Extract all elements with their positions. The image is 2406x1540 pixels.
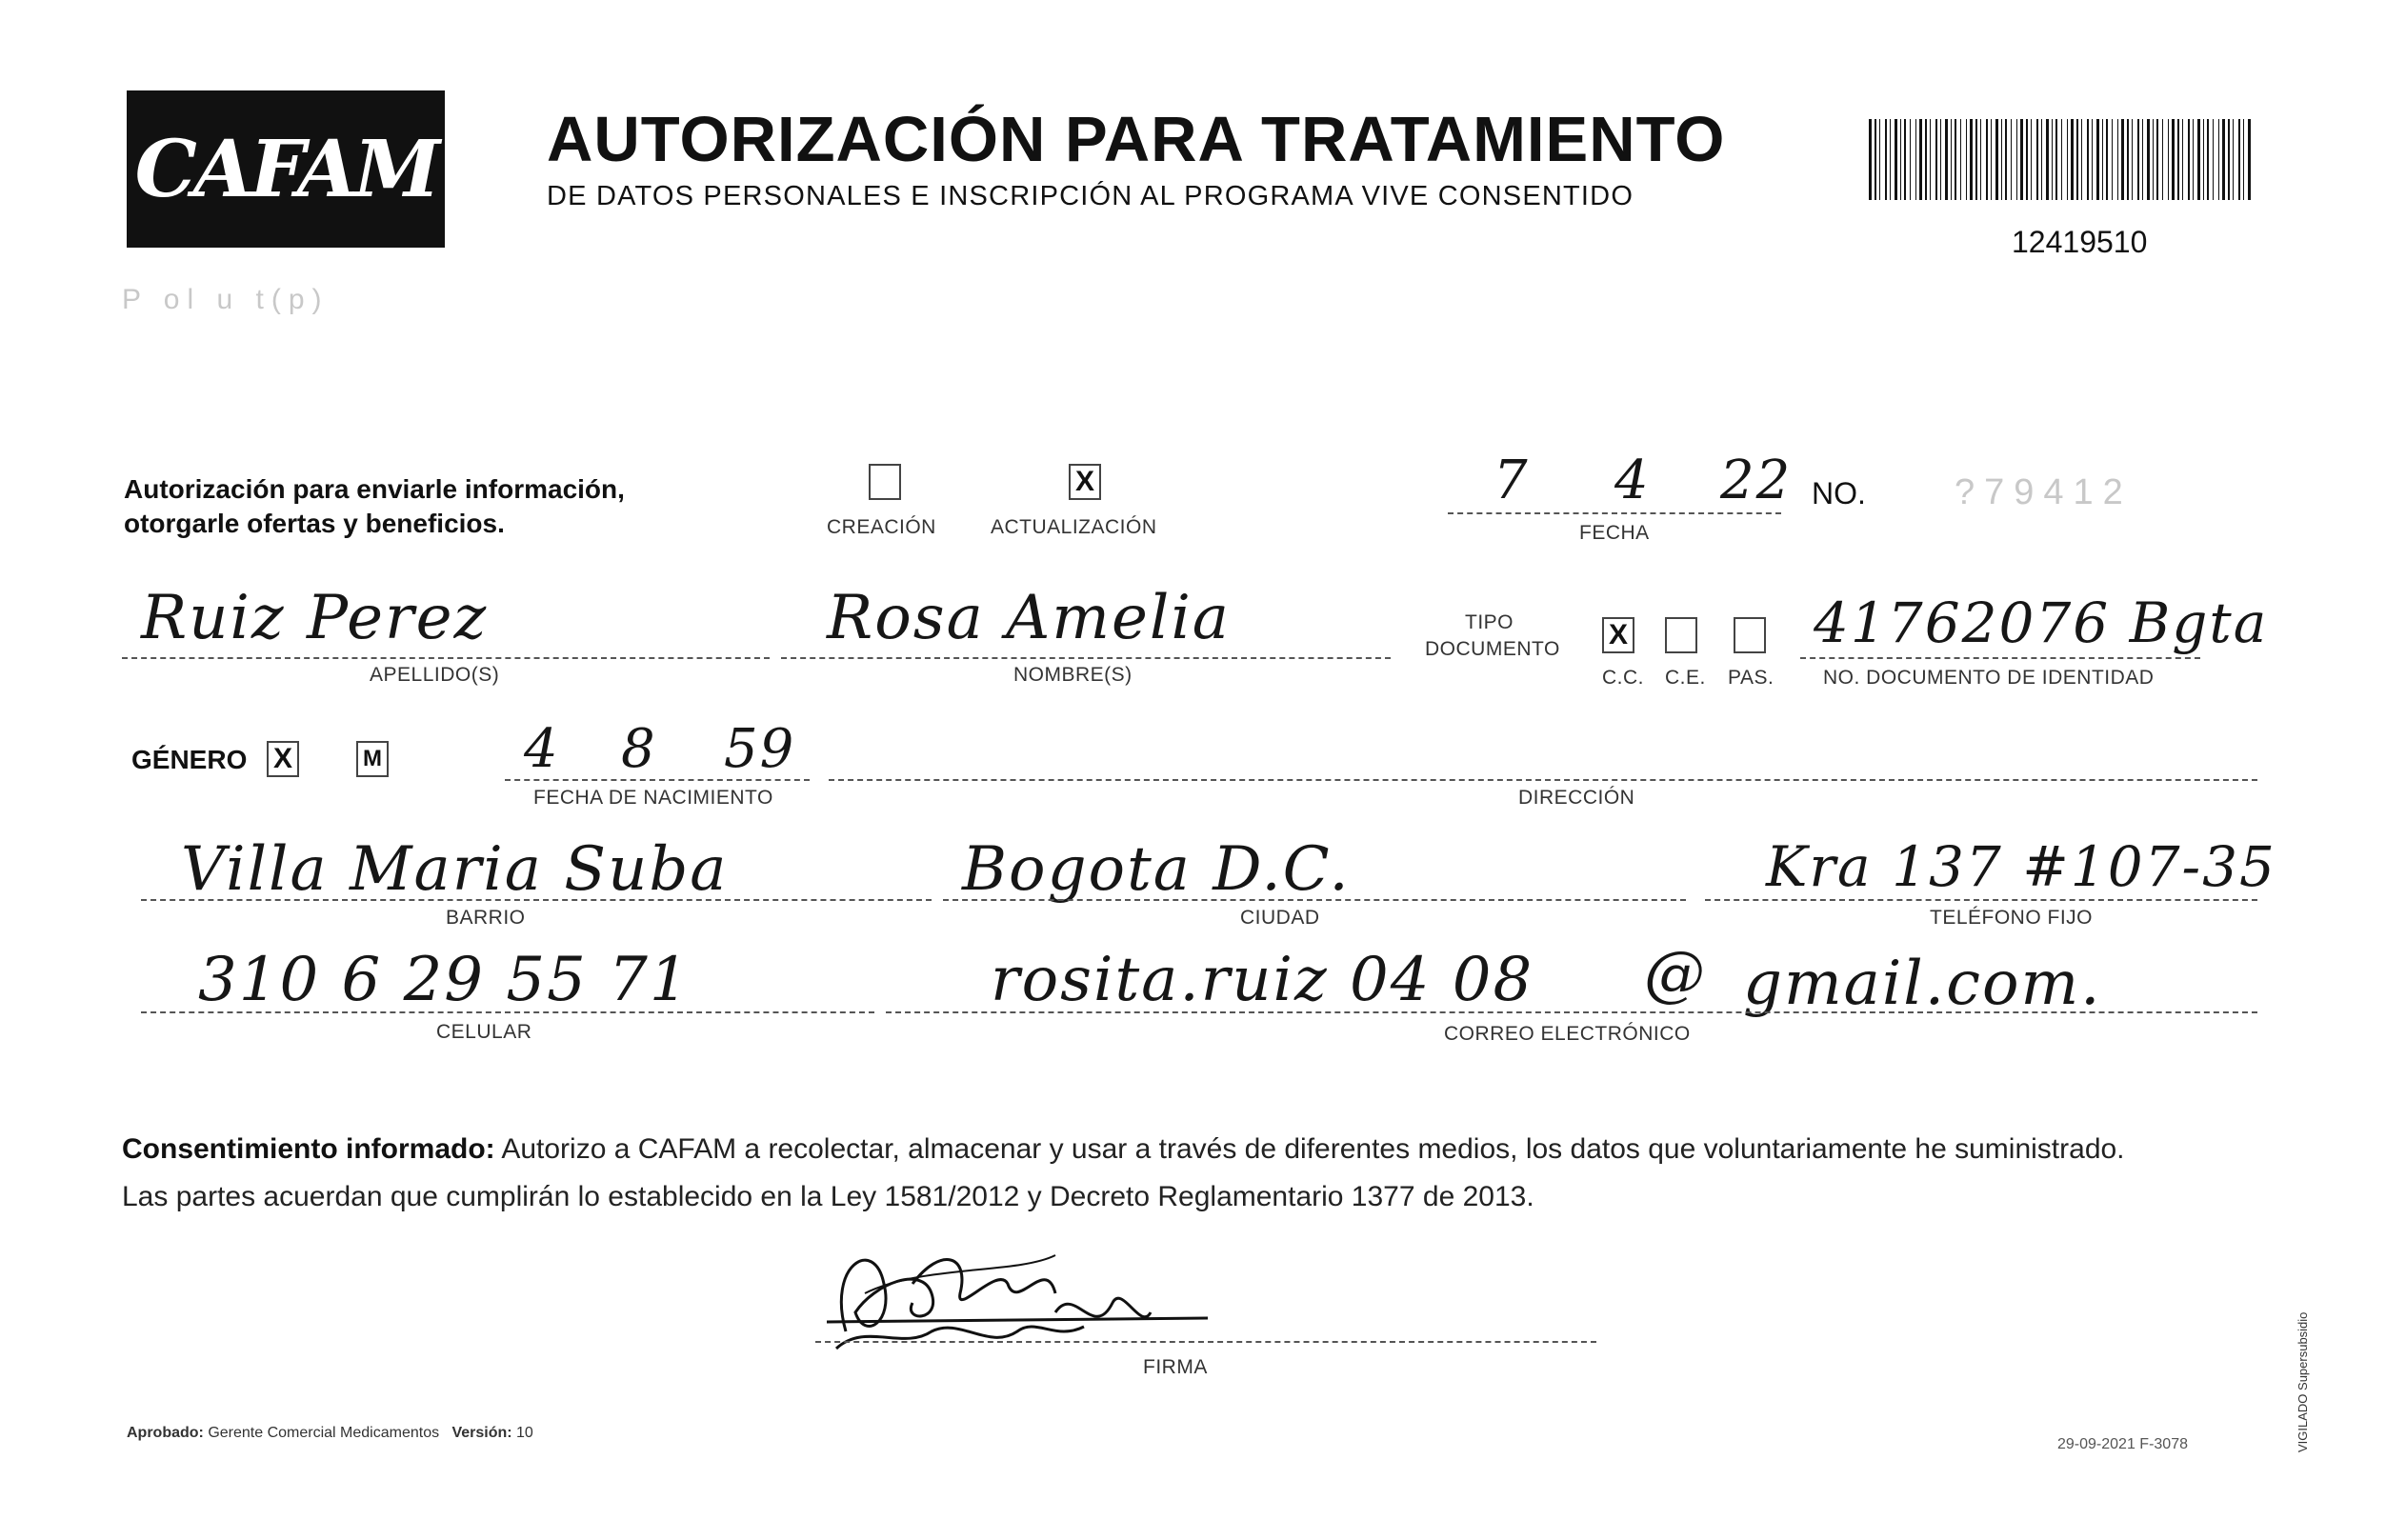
barcode-bar bbox=[2041, 119, 2042, 200]
barcode-bar bbox=[1975, 119, 1977, 200]
signature-line bbox=[815, 1341, 1596, 1343]
no-label: NO. bbox=[1812, 476, 1866, 510]
creacion-label: CREACIÓN bbox=[827, 516, 936, 538]
barcode-bar bbox=[2132, 119, 2133, 200]
telefono-value: Kra 137 #107-35 bbox=[1766, 834, 2276, 899]
signature-label: FIRMA bbox=[1143, 1356, 1208, 1378]
barrio-value: Villa Maria Suba bbox=[181, 834, 729, 905]
logo-text: CAFAM bbox=[134, 123, 437, 215]
f-checkbox[interactable]: X bbox=[267, 741, 299, 777]
consent-title: Consentimiento informado: bbox=[122, 1133, 495, 1165]
barcode-bar bbox=[1991, 119, 1992, 200]
version-value: 10 bbox=[516, 1425, 533, 1441]
barcode-bar bbox=[2153, 119, 2154, 200]
direccion-label: DIRECCIÓN bbox=[1518, 787, 1635, 809]
nombres-value: Rosa Amelia bbox=[827, 583, 1231, 653]
barcode-bar bbox=[2052, 119, 2053, 200]
celular-label: CELULAR bbox=[436, 1021, 532, 1043]
barcode-bar bbox=[2172, 119, 2175, 200]
apellidos-value: Ruiz Perez bbox=[141, 583, 489, 653]
barcode-bar bbox=[2207, 119, 2209, 200]
barcode-bar bbox=[2031, 119, 2032, 200]
barcode-bar bbox=[2182, 119, 2183, 200]
tipo-label-2: DOCUMENTO bbox=[1425, 638, 1560, 660]
ce-checkbox[interactable] bbox=[1665, 617, 1697, 653]
barcode-bar bbox=[2046, 119, 2049, 200]
barrio-line bbox=[141, 899, 932, 901]
pas-checkbox[interactable] bbox=[1734, 617, 1766, 653]
barcode-bar bbox=[2011, 119, 2012, 200]
fecha-year: 22 bbox=[1720, 450, 1793, 511]
barcode-bar bbox=[2092, 119, 2093, 200]
barcode-bar bbox=[2147, 119, 2150, 200]
barcode-bar bbox=[2076, 119, 2078, 200]
barcode-bar bbox=[1900, 119, 1901, 200]
ciudad-line bbox=[943, 899, 1686, 901]
ciudad-value: Bogota D.C. bbox=[962, 834, 1351, 905]
barcode-bar bbox=[1925, 119, 1927, 200]
barcode-bar bbox=[1960, 119, 1961, 200]
consent-text-2: Las partes acuerdan que cumplirán lo establecido en la Ley 1581/2012 y Decreto Reglamentario 1377 de 2013. bbox=[122, 1181, 1534, 1212]
barcode-bar bbox=[2071, 119, 2074, 200]
barcode-bar bbox=[2055, 119, 2057, 200]
nacimiento-day: 4 bbox=[524, 718, 560, 780]
footer-approval bbox=[127, 1425, 533, 1442]
documento-label: NO. DOCUMENTO DE IDENTIDAD bbox=[1823, 667, 2155, 689]
barcode-bar bbox=[1966, 119, 1967, 200]
m-checkbox[interactable] bbox=[356, 741, 389, 777]
footer-date-code: 29-09-2021 F-3078 bbox=[2057, 1436, 2188, 1452]
barcode-bar bbox=[2193, 119, 2194, 200]
page-title: AUTORIZACIÓN PARA TRATAMIENTO bbox=[547, 104, 1726, 175]
barcode-bar bbox=[1875, 119, 1876, 200]
barcode-bar bbox=[2117, 119, 2118, 200]
signature-image bbox=[808, 1227, 1227, 1370]
barcode-bar bbox=[1904, 119, 1906, 200]
barcode-bar bbox=[2177, 119, 2179, 200]
barcode-bar bbox=[2203, 119, 2204, 200]
barcode-bar bbox=[2218, 119, 2219, 200]
telefono-label: TELÉFONO FIJO bbox=[1930, 907, 2094, 929]
barcode-bar bbox=[1869, 119, 1872, 200]
barcode-bar bbox=[2168, 119, 2169, 200]
consent-text bbox=[122, 1126, 2265, 1221]
barcode-bar bbox=[1970, 119, 1973, 200]
barcode-bar bbox=[2222, 119, 2225, 200]
barcode-bar bbox=[2026, 119, 2028, 200]
documento-value: 41762076 Bgta bbox=[1814, 590, 2269, 655]
version-label: Versión: bbox=[451, 1425, 512, 1441]
barcode-bar bbox=[1980, 119, 1981, 200]
barcode-bar bbox=[2188, 119, 2190, 200]
barcode-bar bbox=[2238, 119, 2240, 200]
cc-checkbox[interactable]: X bbox=[1602, 617, 1634, 653]
barcode-bar bbox=[2197, 119, 2200, 200]
barcode-bar bbox=[2137, 119, 2139, 200]
barcode-bar bbox=[2005, 119, 2007, 200]
barcode-bar bbox=[2061, 119, 2062, 200]
nombres-label: NOMBRE(S) bbox=[1013, 664, 1133, 686]
fecha-label: FECHA bbox=[1579, 522, 1650, 544]
barcode bbox=[1869, 119, 2254, 200]
barcode-bar bbox=[2001, 119, 2002, 200]
barcode-bar bbox=[2067, 119, 2068, 200]
barcode-bar bbox=[2142, 119, 2143, 200]
correo-line bbox=[886, 1011, 2257, 1013]
nacimiento-label: FECHA DE NACIMIENTO bbox=[533, 787, 773, 809]
authorization-label-line1: Autorización para enviarle información, bbox=[124, 474, 625, 504]
correo-label: CORREO ELECTRÓNICO bbox=[1444, 1023, 1691, 1045]
barcode-bar bbox=[2020, 119, 2023, 200]
celular-line bbox=[141, 1011, 874, 1013]
barcode-bar bbox=[1930, 119, 1931, 200]
apellidos-line bbox=[122, 657, 770, 659]
cafam-logo bbox=[127, 90, 445, 248]
correo-user-value: rosita.ruiz 04 08 bbox=[991, 945, 1534, 1015]
barcode-bar bbox=[1895, 119, 1897, 200]
barcode-bar bbox=[2228, 119, 2230, 200]
nombres-line bbox=[781, 657, 1391, 659]
barcode-bar bbox=[1879, 119, 1880, 200]
barcode-bar bbox=[1986, 119, 1988, 200]
barcode-bar bbox=[2102, 119, 2103, 200]
barcode-bar bbox=[1919, 119, 1922, 200]
page-subtitle: DE DATOS PERSONALES E INSCRIPCIÓN AL PROGRAMA VIVE CONSENTIDO bbox=[547, 181, 1634, 211]
ciudad-label: CIUDAD bbox=[1240, 907, 1320, 929]
barcode-bar bbox=[2036, 119, 2038, 200]
telefono-line bbox=[1705, 899, 2257, 901]
creacion-checkbox[interactable] bbox=[869, 464, 901, 500]
nacimiento-month: 8 bbox=[621, 718, 657, 780]
aprobado-label: Aprobado: bbox=[127, 1425, 204, 1441]
barcode-bar bbox=[1915, 119, 1916, 200]
consent-line-1 bbox=[122, 1126, 2265, 1173]
genero-label: GÉNERO bbox=[131, 745, 248, 774]
celular-value: 310 6 29 55 71 bbox=[198, 945, 691, 1015]
barcode-bar bbox=[2213, 119, 2214, 200]
tipo-label-1: TIPO bbox=[1465, 611, 1514, 633]
barcode-bar bbox=[2127, 119, 2129, 200]
fecha-month: 4 bbox=[1614, 450, 1651, 511]
aprobado-value: Gerente Comercial Medicamentos bbox=[208, 1425, 440, 1441]
barcode-bar bbox=[1885, 119, 1887, 200]
barcode-bar bbox=[2121, 119, 2124, 200]
barcode-bar bbox=[1951, 119, 1952, 200]
barcode-bar bbox=[2112, 119, 2113, 200]
authorization-label bbox=[124, 472, 625, 541]
barcode-bar bbox=[2233, 119, 2234, 200]
barcode-number: 12419510 bbox=[2012, 225, 2148, 259]
barcode-bar bbox=[2087, 119, 2089, 200]
barcode-bar bbox=[1910, 119, 1911, 200]
actualizacion-checkbox[interactable]: X bbox=[1069, 464, 1101, 500]
apellidos-label: APELLIDO(S) bbox=[370, 664, 500, 686]
barcode-bar bbox=[1955, 119, 1956, 200]
direccion-line bbox=[829, 779, 2257, 781]
fecha-day: 7 bbox=[1494, 450, 1530, 511]
barcode-bar bbox=[1890, 119, 1891, 200]
actualizacion-label: ACTUALIZACIÓN bbox=[991, 516, 1157, 538]
vigilado-side-text: VIGILADO Supersubsidio bbox=[2296, 1311, 2310, 1452]
documento-line bbox=[1800, 657, 2200, 659]
ce-label: C.E. bbox=[1665, 667, 1706, 689]
consent-text-1: Autorizo a CAFAM a recolectar, almacenar y usar a través de diferentes medios, los datos que voluntariamente he suministrado. bbox=[494, 1133, 2125, 1165]
barcode-bar bbox=[2248, 119, 2251, 200]
barcode-bar bbox=[2106, 119, 2108, 200]
faint-stamp: P ol u t(p) bbox=[122, 284, 330, 315]
barcode-bar bbox=[2156, 119, 2158, 200]
barcode-bar bbox=[1945, 119, 1948, 200]
nacimiento-year: 59 bbox=[724, 718, 796, 780]
m-label: M bbox=[363, 746, 382, 771]
barcode-bar bbox=[1940, 119, 1941, 200]
barcode-bar bbox=[2243, 119, 2244, 200]
barrio-label: BARRIO bbox=[446, 907, 526, 929]
correo-domain-value: gmail.com. bbox=[1743, 949, 2102, 1019]
cc-label: C.C. bbox=[1602, 667, 1644, 689]
nacimiento-line bbox=[505, 779, 810, 781]
authorization-label-line2: otorgarle ofertas y beneficios. bbox=[124, 509, 505, 538]
barcode-bar bbox=[2016, 119, 2017, 200]
fecha-line bbox=[1448, 512, 1781, 514]
barcode-bar bbox=[2096, 119, 2099, 200]
no-value: ?79412 bbox=[1955, 472, 2133, 512]
pas-label: PAS. bbox=[1728, 667, 1774, 689]
correo-at-value: @ bbox=[1644, 939, 1707, 1010]
barcode-bar bbox=[2162, 119, 2163, 200]
barcode-bar bbox=[1935, 119, 1937, 200]
barcode-bar bbox=[2081, 119, 2082, 200]
barcode-bar bbox=[1995, 119, 1998, 200]
